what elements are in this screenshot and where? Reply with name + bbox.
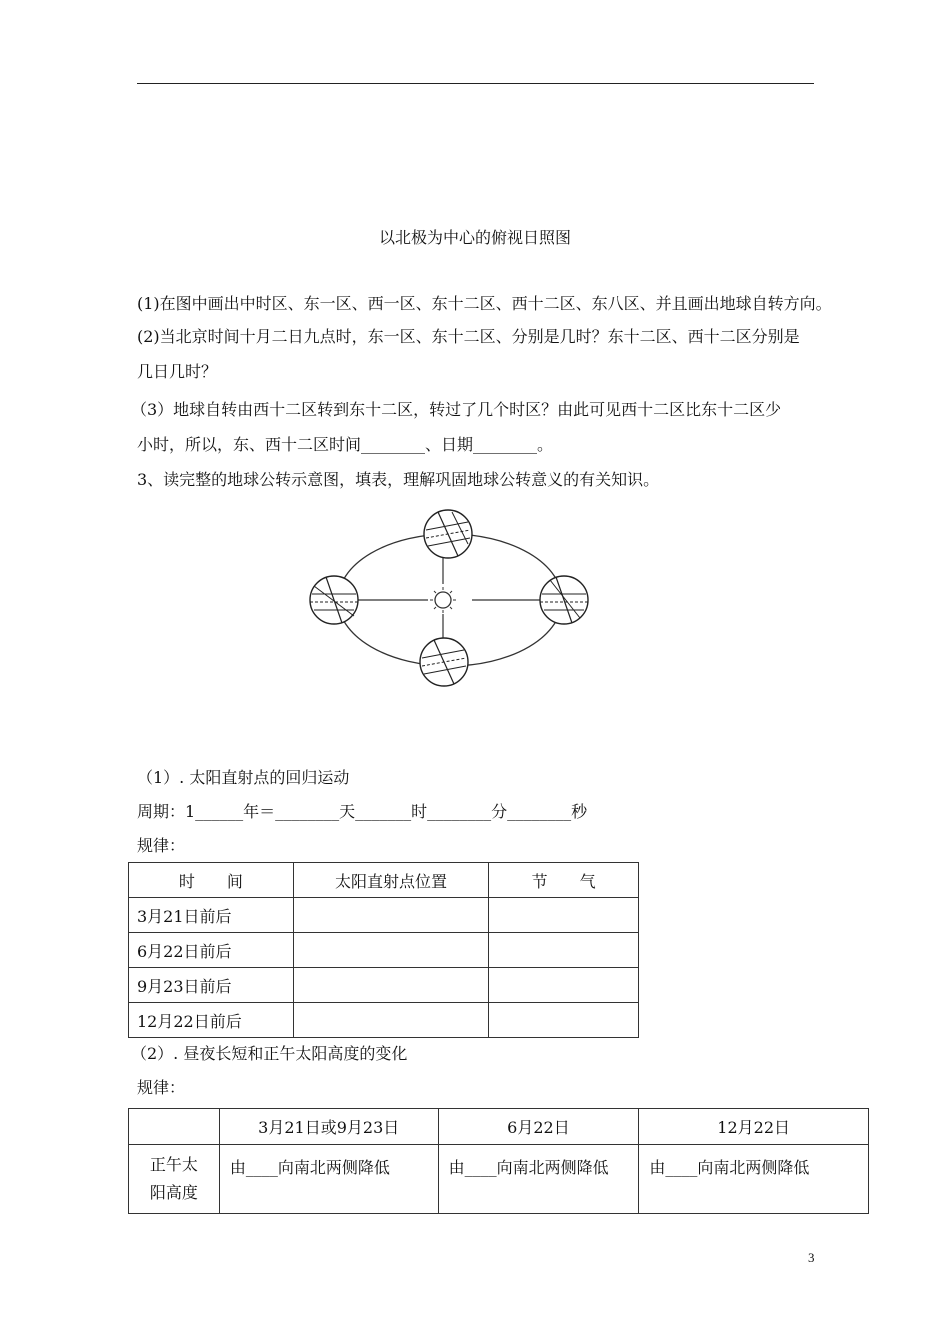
answer-cell[interactable]: 由____向南北两侧降低 [438,1145,639,1214]
page-number: 3 [808,1250,815,1265]
row-date: 3月21日前后 [129,898,294,933]
noon-sun-altitude-table [128,1108,869,1214]
question-3-line-2: 小时，所以，东、西十二区时间________、日期________。 [137,435,554,454]
blank-cell[interactable] [293,968,489,1003]
header-time: 时 间 [129,863,294,898]
blank-cell[interactable] [293,933,489,968]
earth-orbit-diagram [300,500,600,690]
row-label [129,1145,220,1214]
question-1: (1)在图中画出中时区、东一区、西一区、东十二区、西十二区、东八区、并且画出地球自转方向。 [137,294,832,313]
answer-cell[interactable]: 由____向南北两侧降低 [639,1145,869,1214]
part-1-title: （1）. 太阳直射点的回归运动 [137,768,350,787]
row-date: 9月23日前后 [129,968,294,1003]
answer-cell[interactable]: 由____向南北两侧降低 [219,1145,438,1214]
row-date: 12月22日前后 [129,1003,294,1038]
header-position: 太阳直射点位置 [293,863,489,898]
earth-top-icon [424,510,472,558]
section-3-title: 3、读完整的地球公转示意图，填表，理解巩固地球公转意义的有关知识。 [137,470,660,489]
earth-right-icon [540,576,588,624]
header-solar-term: 节 气 [489,863,639,898]
row-label-line-2: 阳高度 [149,1183,198,1202]
header-rule [137,83,814,84]
blank-cell[interactable] [489,898,639,933]
table-row [129,1145,869,1214]
header-empty [129,1109,220,1145]
part-2-title: （2）. 昼夜长短和正午太阳高度的变化 [131,1044,408,1063]
blank-cell[interactable] [489,968,639,1003]
table-row [129,968,639,1003]
period-line: 周期：1______年＝________天_______时________分________秒 [137,802,588,821]
row-label-line-1: 正午太 [149,1155,198,1174]
table-row [129,898,639,933]
blank-cell[interactable] [489,1003,639,1038]
rule-1-label: 规律： [137,836,186,855]
subsolar-point-table [128,862,639,1038]
rule-2-label: 规律： [137,1078,186,1097]
header-equinox: 3月21日或9月23日 [219,1109,438,1145]
header-june: 6月22日 [438,1109,639,1145]
question-2-line-2: 几日几时？ [137,362,218,381]
table-row [129,933,639,968]
earth-left-icon [310,576,358,624]
question-3-line-1: （3）地球自转由西十二区转到东十二区，转过了几个时区？由此可见西十二区比东十二区少 [131,400,782,419]
header-december: 12月22日 [639,1109,869,1145]
question-2-line-1: (2)当北京时间十月二日九点时，东一区、东十二区、分别是几时？东十二区、西十二区分别是 [137,327,800,346]
figure-caption: 以北极为中心的俯视日照图 [378,228,571,247]
table-row [129,1003,639,1038]
blank-cell[interactable] [293,1003,489,1038]
blank-cell[interactable] [293,898,489,933]
row-date: 6月22日前后 [129,933,294,968]
sun-icon [430,587,456,613]
blank-cell[interactable] [489,933,639,968]
earth-bottom-icon [420,638,468,686]
